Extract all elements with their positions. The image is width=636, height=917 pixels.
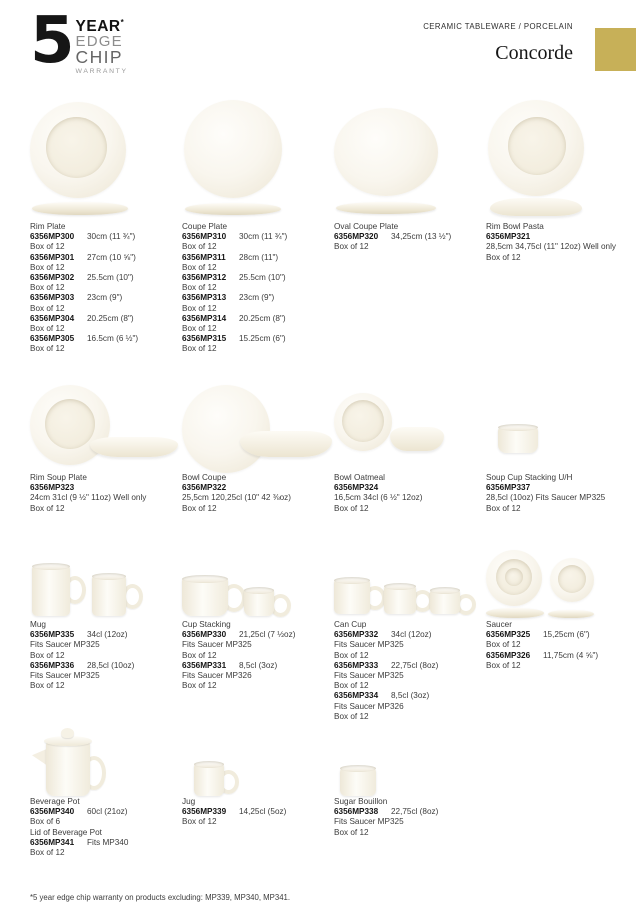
product-box-qty: Box of 12: [30, 283, 65, 293]
product-card: [334, 100, 486, 355]
product-code: 6356MP323: [30, 483, 75, 493]
product-entry: [30, 838, 182, 848]
product-box-qty: Box of 12: [182, 324, 217, 334]
rim-bowl-pasta-image: [486, 100, 636, 222]
product-code: 6356MP320: [334, 232, 379, 242]
five-year-warranty-logo: [30, 4, 128, 78]
product-entry: [486, 651, 636, 661]
product-name: Beverage Pot: [30, 797, 80, 806]
logo-year-line: YEAR*: [75, 18, 125, 36]
product-card: [486, 100, 636, 355]
product-spec: 16.5cm (6 ½"): [87, 334, 139, 344]
product-box-qty: Box of 12: [334, 681, 369, 691]
product-name: Oval Coupe Plate: [334, 222, 399, 231]
product-spec: 28cm (11"): [239, 252, 279, 262]
product-code: 6356MP313: [182, 293, 227, 303]
product-box-qty: Box of 12: [30, 303, 65, 313]
product-box-qty: Box of 12: [334, 503, 369, 513]
product-card: [182, 550, 334, 722]
product-name: Rim Soup Plate: [30, 473, 87, 482]
rim-soup-plate-image: [30, 385, 182, 473]
product-code: 6356MP326: [486, 650, 531, 660]
beverage-pot-image: [30, 728, 182, 797]
product-code: 6356MP325: [486, 630, 531, 640]
product-code: 6356MP336: [30, 660, 75, 670]
collection-title: Concorde: [495, 42, 573, 64]
product-entry: [334, 661, 486, 671]
product-code: 6356MP312: [182, 273, 227, 283]
product-name: Cup Stacking: [182, 620, 231, 629]
bowl-coupe-image: [182, 385, 334, 473]
product-code: 6356MP322: [182, 483, 227, 493]
mug-image: [30, 550, 182, 620]
product-box-qty: Box of 12: [30, 344, 65, 354]
product-code: 6356MP335: [30, 630, 75, 640]
product-card: [30, 728, 182, 858]
product-entry: [182, 273, 334, 283]
header-right: [423, 22, 573, 65]
product-card: [182, 385, 334, 514]
product-box-qty: Box of 12: [486, 660, 521, 670]
product-spec: 34cl (12oz): [391, 630, 432, 640]
product-note: Fits Saucer MP325: [334, 640, 404, 650]
product-entry: [182, 483, 334, 493]
product-entry: [30, 807, 182, 817]
product-note: 25,5cm 120,25cl (10" 42 ⅜oz): [182, 493, 291, 503]
product-box-qty: Box of 12: [30, 650, 65, 660]
product-entry: [30, 253, 182, 263]
product-spec: 14,25cl (5oz): [239, 807, 287, 817]
product-entry: [30, 630, 182, 640]
product-code: 6356MP305: [30, 334, 75, 344]
product-spec: 20.25cm (8"): [239, 313, 286, 323]
product-entry: [182, 661, 334, 671]
product-entry: [334, 807, 486, 817]
product-note: Lid of Beverage Pot: [30, 827, 102, 837]
product-note: Fits Saucer MP326: [182, 671, 252, 681]
product-code: 6356MP324: [334, 483, 379, 493]
product-entry: [334, 630, 486, 640]
product-code: 6356MP341: [30, 837, 75, 847]
product-spec: 27cm (10 ⅝"): [87, 252, 136, 262]
product-note: 24cm 31cl (9 ½" 11oz) Well only: [30, 493, 147, 503]
product-box-qty: Box of 12: [182, 242, 217, 252]
product-code: 6356MP332: [334, 630, 379, 640]
product-box-qty: Box of 12: [30, 242, 65, 252]
product-name: Mug: [30, 620, 46, 629]
product-box-qty: Box of 12: [182, 681, 217, 691]
product-code: 6356MP321: [486, 232, 531, 242]
product-box-qty: Box of 12: [182, 262, 217, 272]
product-name: Jug: [182, 797, 196, 806]
catalog-grid-row-1: [30, 100, 636, 355]
asterisk-mark: *: [120, 18, 125, 27]
cup-stacking-image: [182, 550, 334, 620]
product-spec: 34cl (12oz): [87, 630, 128, 640]
product-spec: 60cl (21oz): [87, 807, 128, 817]
product-card: [334, 550, 486, 722]
product-box-qty: Box of 12: [486, 503, 521, 513]
product-spec: 15.25cm (6"): [239, 334, 286, 344]
product-box-qty: Box of 12: [182, 303, 217, 313]
product-box-qty: Box of 12: [30, 324, 65, 334]
product-code: 6356MP339: [182, 807, 227, 817]
product-note: Fits Saucer MP325: [334, 817, 404, 827]
bowl-oatmeal-image: [334, 385, 486, 473]
product-entry: [334, 483, 486, 493]
product-entry: [182, 293, 334, 303]
product-code: 6356MP338: [334, 807, 379, 817]
product-card: [486, 385, 636, 514]
product-spec: 8,5cl (3oz): [391, 691, 430, 701]
warranty-footnote: *5 year edge chip warranty on products excluding: MP339, MP340, MP341.: [30, 893, 291, 902]
product-entry: [182, 232, 334, 242]
product-spec: 20.25cm (8"): [87, 313, 134, 323]
product-note: Fits Saucer MP325: [334, 671, 404, 681]
product-spec: 30cm (11 ¾"): [239, 232, 288, 242]
product-box-qty: Box of 12: [182, 503, 217, 513]
oval-coupe-plate-image: [334, 100, 486, 222]
product-note: 28,5cm 34,75cl (11" 12oz) Well only: [486, 242, 617, 252]
product-spec: 11,75cm (4 ⅝"): [543, 650, 599, 660]
product-card: [182, 100, 334, 355]
product-name: Bowl Coupe: [182, 473, 227, 482]
catalog-grid-row-2: [30, 385, 636, 514]
product-entry: [182, 334, 334, 344]
product-spec: 25.5cm (10"): [87, 273, 134, 283]
product-box-qty: Box of 12: [30, 848, 65, 858]
product-card: [30, 550, 182, 722]
product-box-qty: Box of 6: [30, 817, 61, 827]
product-spec: 23cm (9"): [239, 293, 275, 303]
coupe-plate-image: [182, 100, 334, 222]
product-note: Fits Saucer MP325: [30, 671, 100, 681]
logo-number: 5: [30, 4, 72, 78]
product-note: Fits Saucer MP326: [334, 701, 404, 711]
logo-edge-line: EDGE: [75, 33, 123, 51]
product-code: 6356MP314: [182, 313, 227, 323]
product-entry: [30, 232, 182, 242]
logo-chip-line: CHIP: [75, 47, 123, 68]
product-code: 6356MP302: [30, 273, 75, 283]
catalog-grid-row-3: [30, 550, 636, 722]
product-box-qty: Box of 12: [182, 650, 217, 660]
product-name: Rim Bowl Pasta: [486, 222, 544, 231]
product-code: 6356MP334: [334, 691, 379, 701]
product-name: Bowl Oatmeal: [334, 473, 385, 482]
logo-warranty-line: WARRANTY: [75, 68, 128, 76]
product-name: Saucer: [486, 620, 512, 629]
product-card: [334, 385, 486, 514]
category-label: CERAMIC TABLEWARE / PORCELAIN: [423, 22, 573, 31]
product-spec: 25.5cm (10"): [239, 273, 286, 283]
product-card: [30, 385, 182, 514]
product-box-qty: Box of 12: [30, 681, 65, 691]
product-code: 6356MP333: [334, 660, 379, 670]
product-box-qty: Box of 12: [30, 262, 65, 272]
product-card: [182, 728, 334, 858]
rim-plate-image: [30, 100, 182, 222]
product-entry: [334, 232, 486, 242]
collection-swatch: [595, 28, 636, 71]
product-card: [30, 100, 182, 355]
product-entry: [30, 293, 182, 303]
product-spec: 15,25cm (6"): [543, 630, 590, 640]
product-spec: 22,75cl (8oz): [391, 660, 439, 670]
product-spec: 8,5cl (3oz): [239, 660, 278, 670]
product-code: 6356MP301: [30, 252, 75, 262]
sugar-bouillon-image: [334, 728, 486, 797]
product-spec: 21,25cl (7 ½oz): [239, 630, 296, 640]
product-card: [334, 728, 486, 858]
logo-text-stack: [76, 12, 128, 76]
product-note: Fits Saucer MP325: [182, 640, 252, 650]
product-code: 6356MP300: [30, 232, 75, 242]
product-spec: 22,75cl (8oz): [391, 807, 439, 817]
product-entry: [486, 630, 636, 640]
product-code: 6356MP315: [182, 334, 227, 344]
product-spec: 28,5cl (10oz): [87, 660, 135, 670]
product-code: 6356MP310: [182, 232, 227, 242]
soup-cup-image: [486, 385, 636, 473]
product-entry: [486, 232, 636, 242]
product-code: 6356MP304: [30, 313, 75, 323]
product-name: Can Cup: [334, 620, 367, 629]
product-name: Soup Cup Stacking U/H: [486, 473, 573, 482]
product-entry: [30, 334, 182, 344]
product-box-qty: Box of 12: [30, 503, 65, 513]
product-entry: [30, 273, 182, 283]
product-code: 6356MP331: [182, 660, 227, 670]
product-code: 6356MP330: [182, 630, 227, 640]
product-entry: [486, 483, 636, 493]
saucer-image: [486, 550, 636, 620]
can-cup-image: [334, 550, 486, 620]
product-entry: [182, 314, 334, 324]
product-spec: 34,25cm (13 ½"): [391, 232, 452, 242]
jug-image: [182, 728, 334, 797]
product-card: [486, 550, 636, 722]
product-box-qty: Box of 12: [334, 650, 369, 660]
catalog-grid-row-4: [30, 728, 486, 858]
product-code: 6356MP311: [182, 252, 226, 262]
product-name: Rim Plate: [30, 222, 66, 231]
product-box-qty: Box of 12: [182, 344, 217, 354]
product-name: Sugar Bouillon: [334, 797, 388, 806]
product-spec: 23cm (9"): [87, 293, 123, 303]
product-entry: [30, 661, 182, 671]
product-box-qty: Box of 12: [182, 283, 217, 293]
product-box-qty: Box of 12: [334, 827, 369, 837]
product-code: 6356MP303: [30, 293, 75, 303]
product-spec: Fits MP340: [87, 837, 129, 847]
product-entry: [182, 807, 334, 817]
product-note: 16,5cm 34cl (6 ½" 12oz): [334, 493, 423, 503]
product-code: 6356MP340: [30, 807, 75, 817]
product-entry: [182, 253, 334, 263]
product-entry: [182, 630, 334, 640]
product-box-qty: Box of 12: [334, 711, 369, 721]
product-name: Coupe Plate: [182, 222, 228, 231]
product-code: 6356MP337: [486, 483, 531, 493]
product-note: Fits Saucer MP325: [30, 640, 100, 650]
product-note: 28,5cl (10oz) Fits Saucer MP325: [486, 493, 606, 503]
product-entry: [30, 314, 182, 324]
product-box-qty: Box of 12: [486, 252, 521, 262]
product-entry: [30, 483, 182, 493]
product-box-qty: Box of 12: [182, 817, 217, 827]
product-box-qty: Box of 12: [486, 640, 521, 650]
product-box-qty: Box of 12: [334, 242, 369, 252]
product-entry: [334, 691, 486, 701]
product-spec: 30cm (11 ¾"): [87, 232, 136, 242]
